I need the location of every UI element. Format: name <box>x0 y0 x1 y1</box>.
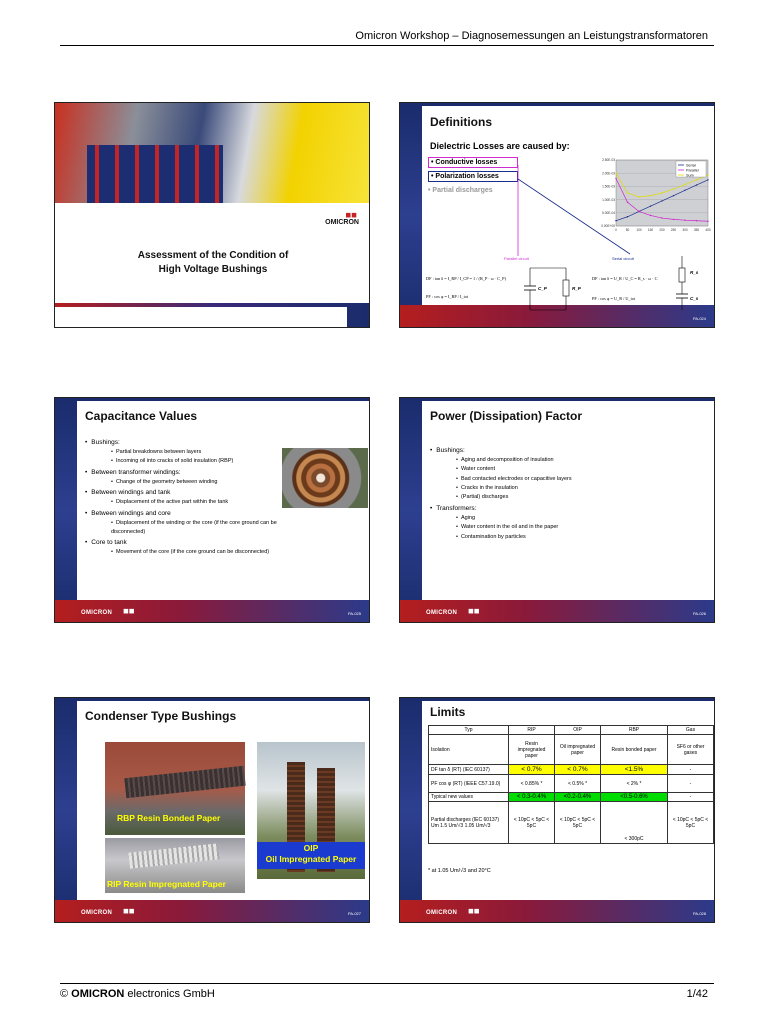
list-item: • (Partial) discharges <box>430 493 706 502</box>
bushing-photo <box>282 448 368 508</box>
chart-x-tick-label: 300 <box>682 228 688 232</box>
slide-heading: Condenser Type Bushings <box>85 709 237 723</box>
table-cell: - <box>668 775 714 793</box>
page-header: Omicron Workshop – Diagnosemessungen an Leistungstransformatoren <box>355 30 708 42</box>
slide-heading: Capacitance Values <box>85 409 198 423</box>
table-cell: - <box>668 793 714 802</box>
title-line-2: High Voltage Bushings <box>158 263 268 275</box>
logo-flags: ◼◼ <box>123 608 135 615</box>
col-header: Typ <box>429 726 509 735</box>
connector-lines <box>422 106 715 266</box>
table-cell: DF tan δ (RT) (IEC 60137) <box>429 765 509 775</box>
df-left-formula: DF : tan δ = I_RP / I_CP = 1 / (R_P · ω · C_P) <box>426 276 507 281</box>
table-cell: < 300pC <box>601 802 668 844</box>
list-item: • Water content in the oil and in the paper <box>430 523 706 532</box>
list-item: • Bushings: <box>85 437 279 448</box>
side-band <box>400 398 422 622</box>
chart-y-tick-label: 5.00E-04 <box>602 211 615 215</box>
chart-y-tick-label: 2.00E-03 <box>602 171 615 176</box>
slide-definitions[interactable] <box>399 102 715 328</box>
table-cell: < 0.3-0.4% <box>509 793 555 802</box>
table-row <box>429 775 714 793</box>
chart-y-tick-label: 0.00E+00 <box>601 224 615 229</box>
table-cell: < 0.7% <box>555 765 601 775</box>
table-cell: Partial discharges (IEC 60137) Um 1.5 Um/√3 1.05 Um/√3 <box>429 802 509 844</box>
list-item: • Displacement of the active part within the tank <box>85 498 279 507</box>
logo-flags: ◼◼ <box>123 908 135 915</box>
col-header: OIP <box>555 726 601 735</box>
rbp-bushing <box>124 766 245 798</box>
col-header: RIP <box>509 726 555 735</box>
list-item: • Incoming oil into cracks of solid insulation (RBP) <box>85 457 279 466</box>
table-cell: Oil impregnated paper <box>555 735 601 765</box>
slide-heading: Definitions <box>430 115 492 129</box>
slide-condenser-bushings[interactable] <box>54 697 370 923</box>
table-cell: <1.5% <box>601 765 668 775</box>
rip-bushing <box>128 843 219 868</box>
slide-heading: Limits <box>430 705 466 719</box>
slide-subtitle: Dielectric Losses are caused by: <box>430 141 570 151</box>
bullet-list <box>85 437 279 558</box>
table-cell: <0.2-0.4% <box>555 793 601 802</box>
list-item: • Movement of the core (if the core ground can be disconnected) <box>85 548 279 557</box>
chart-legend-label: Sum <box>686 173 694 178</box>
footer-copyright <box>60 988 215 1000</box>
slide-content <box>422 401 714 600</box>
list-item: • Bad contacted electrodes or capacitive layers <box>430 475 706 484</box>
table-row <box>429 802 714 844</box>
omicron-logo: OMICRON <box>81 610 113 616</box>
rbp-label: RBP Resin Bonded Paper <box>117 813 221 823</box>
footer-suffix: electronics GmbH <box>124 988 215 1000</box>
table-row <box>429 726 714 735</box>
side-band <box>55 698 77 922</box>
chart-x-tick-label: 200 <box>659 228 665 232</box>
rbp-photo <box>105 742 245 835</box>
chart-y-tick-label: 1.00E-03 <box>602 197 615 202</box>
table-row <box>429 735 714 765</box>
oip-label-line-2: Oil Impregnated Paper <box>265 853 357 864</box>
table-cell: - <box>668 765 714 775</box>
table-cell: < 2% * <box>601 775 668 793</box>
slide-content <box>422 701 714 900</box>
page-number: PA-026 <box>692 611 706 616</box>
table-cell: SF6 or other gases <box>668 735 714 765</box>
item-partial: • Partial discharges <box>428 187 493 194</box>
footer-rule <box>60 983 714 984</box>
list-item: • Water content <box>430 465 706 474</box>
chart-x-tick-label: 0 <box>615 228 617 232</box>
list-item: • Bushings: <box>430 445 706 456</box>
bullet-list <box>430 445 706 542</box>
item-conductive: • Conductive losses <box>428 157 518 168</box>
list-item: • Between transformer windings: <box>85 467 279 478</box>
col-header: RBP <box>601 726 668 735</box>
list-item: • Core to tank <box>85 537 279 548</box>
list-item: • Transformers: <box>430 503 706 514</box>
footnote: * at 1.05 Um/√3 and 20°C <box>428 868 491 874</box>
list-item: • Change of the geometry between winding <box>85 478 279 487</box>
chart-x-tick-label: 350 <box>693 228 700 232</box>
df-right-formula: DF : tan δ = U_R / U_C = R_s · ω · C <box>592 276 658 281</box>
parallel-label: Parallel circuit <box>504 256 529 261</box>
pf-right-formula: PF : cos φ = U_R / U_tot <box>592 296 636 301</box>
list-item: • Contamination by particles <box>430 533 706 542</box>
slide-content <box>77 401 369 600</box>
side-band <box>400 698 422 922</box>
list-item: • Between windings and tank <box>85 487 279 498</box>
table-cell: < 10pC < 5pC < 5pC <box>668 802 714 844</box>
chart-legend-label: Parallel <box>686 168 699 173</box>
page-number: PA-028 <box>692 911 706 916</box>
chart-x-tick-label: 250 <box>670 228 677 232</box>
table-row <box>429 765 714 775</box>
table-cell: < 0.7% <box>509 765 555 775</box>
side-band <box>400 103 422 327</box>
oip-label <box>257 842 365 869</box>
page-number: PA-024 <box>692 316 706 321</box>
list-item: • Partial breakdowns between layers <box>85 448 279 457</box>
table-cell: Isolation <box>429 735 509 765</box>
page-number: PA-027 <box>347 911 361 916</box>
table-cell: < 0.85% * <box>509 775 555 793</box>
logo-flags: ◼◼ <box>468 908 480 915</box>
chart-y-tick-label: 2.50E-03 <box>602 158 615 163</box>
table-cell: PF cos φ (RT) (IEEE C57.19.0) <box>429 775 509 793</box>
footer-page-number: 1/42 <box>686 988 708 1000</box>
list-item: • Cracks in the insulation <box>430 484 706 493</box>
slide-title-text <box>55 249 370 276</box>
slide-title[interactable] <box>54 102 370 328</box>
table-cell: < 10pC < 5pC < 5pC <box>555 802 601 844</box>
page-number: PA-025 <box>347 611 361 616</box>
table-row <box>429 793 714 802</box>
item-polarization: • Polarization losses <box>428 171 518 182</box>
omicron-logo: OMICRON <box>426 910 458 916</box>
pf-left-formula: PF : cos φ = I_RP / I_tot <box>426 294 469 299</box>
list-item: • Aging and decomposition of insulation <box>430 456 706 465</box>
title-line-1: Assessment of the Condition of <box>137 250 289 261</box>
footer-brand: OMICRON <box>71 988 125 1000</box>
cp-label: C_P <box>538 286 547 291</box>
rp-label: R_P <box>572 286 581 291</box>
list-item: • Displacement of the winding or the core (if the core ground can be disconnected) <box>85 519 279 538</box>
chart-x-tick-label: 150 <box>647 228 654 232</box>
slide-power-factor[interactable] <box>399 397 715 623</box>
chart-legend-label: Serial <box>686 163 696 168</box>
chart-y-tick-label: 1.50E-03 <box>602 184 615 189</box>
table-cell: <0.5-0.6% <box>601 793 668 802</box>
list-item: • Aging <box>430 514 706 523</box>
col-header: Gas <box>668 726 714 735</box>
copyright-symbol: © <box>60 988 72 1000</box>
slide-content <box>422 106 714 305</box>
slide-limits[interactable] <box>399 697 715 923</box>
rs-label: R_s <box>690 270 699 275</box>
chart-x-tick-label: 400 <box>705 228 711 232</box>
chart-x-tick-label: 50 <box>625 228 630 232</box>
logo-text: OMICRON <box>325 219 359 226</box>
oip-label-line-1: OIP <box>303 843 319 853</box>
omicron-logo: OMICRON <box>426 610 458 616</box>
serial-circuit <box>672 254 702 314</box>
slide-capacitance[interactable] <box>54 397 370 623</box>
slide-heading: Power (Dissipation) Factor <box>430 409 583 423</box>
bottom-white <box>55 307 347 327</box>
rip-photo <box>105 838 245 893</box>
table-cell: < 10pC < 5pC < 5pC <box>509 802 555 844</box>
logo-flags-red: ◼◼ <box>345 212 357 219</box>
list-item: • Between windings and core <box>85 508 279 519</box>
side-band <box>55 398 77 622</box>
omicron-logo: OMICRON <box>81 910 113 916</box>
table-cell: < 0.5% * <box>555 775 601 793</box>
header-rule <box>60 45 714 46</box>
table-cell: Resin impregnated paper <box>509 735 555 765</box>
table-cell: Resin bonded paper <box>601 735 668 765</box>
limits-table <box>428 725 714 844</box>
parallel-circuit <box>518 264 578 314</box>
table-cell: Typical new values <box>429 793 509 802</box>
equipment-panel <box>87 145 223 203</box>
rip-label: RIP Resin Impregnated Paper <box>107 879 226 889</box>
cs-label: C_s <box>690 296 699 301</box>
chart-x-tick-label: 100 <box>636 228 642 232</box>
logo-flags: ◼◼ <box>468 608 480 615</box>
serial-label: Serial circuit <box>612 256 634 261</box>
slide-content <box>77 701 369 900</box>
